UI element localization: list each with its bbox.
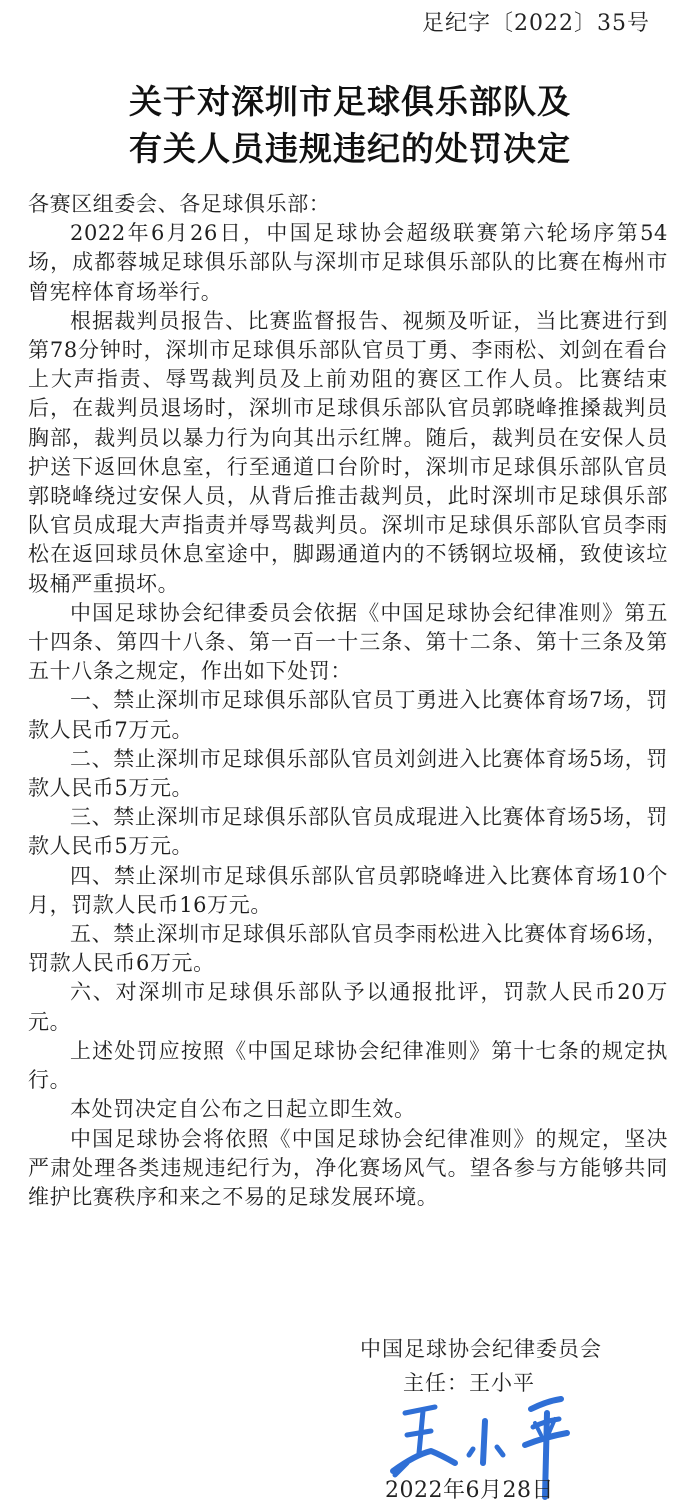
document-number: 足纪字〔2022〕35号 (422, 11, 650, 36)
document-body (28, 190, 668, 1212)
signing-date: 2022年6月28日 (385, 1478, 554, 1503)
penalty-item-1: 一、禁止深圳市足球俱乐部队官员丁勇进入比赛体育场7场，罚款人民币7万元。 (28, 688, 668, 742)
penalty-item-4: 四、禁止深圳市足球俱乐部队官员郭晓峰进入比赛体育场10个月，罚款人民币16万元。 (28, 863, 668, 917)
paragraph-match-info: 2022年6月26日，中国足球协会超级联赛第六轮场序第54场，成都蓉城足球俱乐部队与深圳市足球俱乐部队的比赛在梅州市曾宪梓体育场举行。 (28, 221, 668, 304)
paragraph-effective: 本处罚决定自公布之日起立即生效。 (70, 1097, 416, 1122)
penalty-item-5: 五、禁止深圳市足球俱乐部队官员李雨松进入比赛体育场6场，罚款人民币6万元。 (28, 922, 668, 976)
paragraph-execution: 上述处罚应按照《中国足球协会纪律准则》第十七条的规定执行。 (28, 1038, 668, 1093)
penalty-item-3: 三、禁止深圳市足球俱乐部队官员成琨进入比赛体育场5场，罚款人民币5万元。 (28, 805, 668, 859)
signing-director: 主任：王小平 (403, 1371, 535, 1395)
salutation: 各赛区组委会、各足球俱乐部： (28, 192, 331, 216)
penalty-item-2: 二、禁止深圳市足球俱乐部队官员刘剑进入比赛体育场5场，罚款人民币5万元。 (28, 746, 668, 801)
paragraph-legal-basis: 中国足球协会纪律委员会依据《中国足球协会纪律准则》第五十四条、第四十八条、第一百一十三条、第十二条、第十三条及第五十八条之规定，作出如下处罚： (28, 600, 668, 684)
title-line-1: 关于对深圳市足球俱乐部队及 (129, 82, 571, 121)
signing-organization: 中国足球协会纪律委员会 (360, 1337, 602, 1361)
paragraph-incident-details: 根据裁判员报告、比赛监督报告、视频及听证，当比赛进行到第78分钟时，深圳市足球俱乐部队官员丁勇、李雨松、刘剑在看台上大声指责、辱骂裁判员及上前劝阻的赛区工作人员。比赛结束后，在裁判员退场时，深圳市足球俱乐部队官员郭晓峰推搡裁判员胸部，裁判员以暴力行为向其出示红牌。随后，裁判员在安保人员护送下返回休息室，行至通道口台阶时，深圳市足球俱乐部队官员郭晓峰绕过安保人员，从背后推击裁判员，此时深圳市足球俱乐部队官员成琨大声指责并辱骂裁判员。深圳市足球俱乐部队官员李雨松在返回球员休息室途中，脚踢通道内的不锈钢垃圾桶，致使该垃圾桶严重损坏。 (28, 308, 668, 596)
document-title (0, 78, 700, 172)
title-line-2: 有关人员违规违纪的处罚决定 (129, 129, 571, 168)
paragraph-closing: 中国足球协会将依照《中国足球协会纪律准则》的规定，坚决严肃处理各类违规违纪行为，净化赛场风气。望各参与方能够共同维护比赛秩序和来之不易的足球发展环境。 (28, 1126, 668, 1209)
penalty-item-6: 六、对深圳市足球俱乐部队予以通报批评，罚款人民币20万元。 (28, 980, 668, 1034)
